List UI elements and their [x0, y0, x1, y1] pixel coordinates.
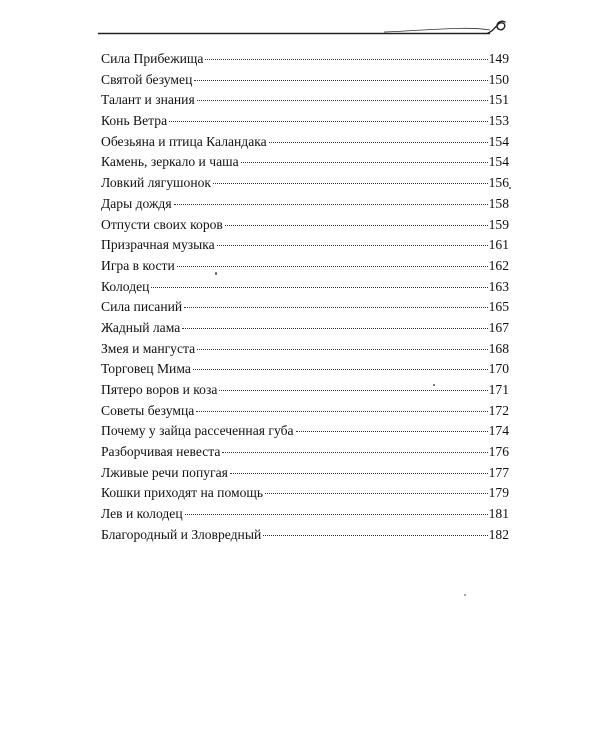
toc-entry-page-number: 153: [488, 113, 509, 129]
toc-dot-leader: [265, 493, 488, 494]
toc-entry-page-number: 156: [488, 175, 509, 191]
toc-entry-page-number: 161: [488, 237, 509, 253]
toc-entry: [101, 483, 509, 504]
toc-entry: [101, 297, 509, 318]
toc-entry: [101, 70, 509, 91]
toc-entry-page-number: 176: [488, 444, 509, 460]
toc-entry-title: Пятеро воров и коза: [101, 382, 218, 397]
toc-entry-page-number: 181: [488, 506, 509, 522]
toc-entry-title: Змея и мангуста: [101, 340, 196, 356]
toc-entry: [101, 277, 509, 298]
toc-entry-title: Талант и знания: [101, 92, 195, 108]
toc-entry-title: Ловкий лягушонок: [101, 175, 211, 191]
print-speck: [433, 384, 435, 386]
toc-entry-page-number: 151: [488, 92, 509, 108]
toc-entry-page-number: 171: [488, 382, 509, 397]
toc-entry: [101, 463, 509, 484]
toc-dot-leader: [194, 80, 487, 81]
print-speck: [464, 594, 466, 596]
toc-entry: [101, 421, 509, 442]
toc-entry: [101, 132, 509, 153]
toc-entry: [101, 235, 509, 256]
toc-entry-page-number: 149: [488, 51, 509, 66]
toc-entry-page-number: 174: [488, 423, 509, 439]
toc-entry-title: Жадный лама: [101, 319, 181, 335]
toc-entry: [101, 401, 509, 422]
toc-entry-page-number: 179: [488, 485, 509, 501]
toc-entry-page-number: 150: [488, 71, 509, 87]
toc-entry-page-number: 167: [488, 319, 509, 335]
toc-dot-leader: [185, 514, 488, 515]
toc-entry: [101, 152, 509, 173]
toc-entry-page-number: 163: [488, 278, 509, 294]
toc-dot-leader: [230, 473, 488, 474]
toc-entry-title: Сила писаний: [101, 299, 183, 315]
toc-entry-page-number: 168: [488, 340, 509, 356]
toc-entry: [101, 173, 509, 194]
toc-entry-page-number: 154: [488, 133, 509, 149]
toc-entry-title: Торговец Мима: [101, 361, 191, 377]
toc-dot-leader: [269, 142, 488, 143]
toc-entry-title: Лев и колодец: [101, 506, 183, 522]
toc-entry-title: Советы безумца: [101, 402, 195, 418]
toc-dot-leader: [197, 100, 488, 101]
toc-entry-title: Почему у зайца рассеченная губа: [101, 423, 294, 439]
toc-entry-page-number: 182: [488, 526, 509, 542]
toc-entry-title: Кошки приходят на помощь: [101, 485, 264, 501]
toc-entry: [101, 442, 509, 463]
toc-dot-leader: [241, 162, 488, 163]
toc-entry-title: Игра в кости: [101, 257, 175, 273]
toc-dot-leader: [263, 535, 487, 536]
toc-entry-title: Святой безумец: [101, 71, 193, 87]
toc-entry: [101, 339, 509, 360]
toc-dot-leader: [193, 369, 488, 370]
toc-entry-title: Разборчивая невеста: [101, 444, 221, 460]
toc-entry: [101, 90, 509, 111]
toc-entry-title: Лживые речи попугая: [101, 464, 228, 480]
toc-entry-title: Камень, зеркало и чаша: [101, 154, 239, 170]
toc-entry: [101, 318, 509, 339]
toc-dot-leader: [296, 431, 488, 432]
toc-entry-page-number: 154: [488, 154, 509, 170]
toc-entry: [101, 380, 509, 401]
toc-entry-page-number: 170: [488, 361, 509, 377]
toc-entry: [101, 525, 509, 546]
toc-dot-leader: [182, 328, 487, 329]
toc-entry: [101, 194, 509, 215]
toc-entry: [101, 49, 509, 70]
print-speck: [509, 187, 511, 189]
toc-entry-title: Призрачная музыка: [101, 237, 215, 253]
toc-entry-page-number: 158: [488, 195, 509, 211]
toc-entry-title: Дары дождя: [101, 195, 172, 211]
toc-entry-page-number: 162: [488, 257, 509, 273]
toc-dot-leader: [217, 245, 488, 246]
print-speck: [215, 272, 217, 275]
toc-dot-leader: [197, 349, 487, 350]
toc-dot-leader: [184, 307, 487, 308]
toc-entry-title: Обезьяна и птица Каландака: [101, 133, 267, 149]
toc-entry-title: Отпусти своих коров: [101, 216, 223, 232]
toc-entry-page-number: 177: [488, 464, 509, 480]
toc-entry-title: Конь Ветра: [101, 113, 168, 129]
toc-dot-leader: [213, 183, 488, 184]
toc-entry-page-number: 165: [488, 299, 509, 315]
toc-entry-title: Благородный и Зловредный: [101, 526, 262, 542]
toc-dot-leader: [177, 266, 488, 267]
toc-dot-leader: [222, 452, 487, 453]
toc-entry-title: Колодец: [101, 278, 150, 294]
toc-entry: [101, 256, 509, 277]
toc-entry-title: Сила Прибежища: [101, 51, 204, 66]
toc-entry: [101, 359, 509, 380]
toc-dot-leader: [151, 287, 487, 288]
toc-entry: [101, 111, 509, 132]
toc-dot-leader: [205, 59, 487, 60]
toc-entry-page-number: 159: [488, 216, 509, 232]
toc-entry: [101, 215, 509, 236]
toc-entry: [101, 504, 509, 525]
toc-dot-leader: [169, 121, 488, 122]
toc-dot-leader: [219, 390, 487, 391]
toc-dot-leader: [196, 411, 487, 412]
toc-dot-leader: [174, 204, 488, 205]
table-of-contents: [101, 49, 509, 546]
toc-dot-leader: [225, 225, 488, 226]
toc-entry-page-number: 172: [488, 402, 509, 418]
